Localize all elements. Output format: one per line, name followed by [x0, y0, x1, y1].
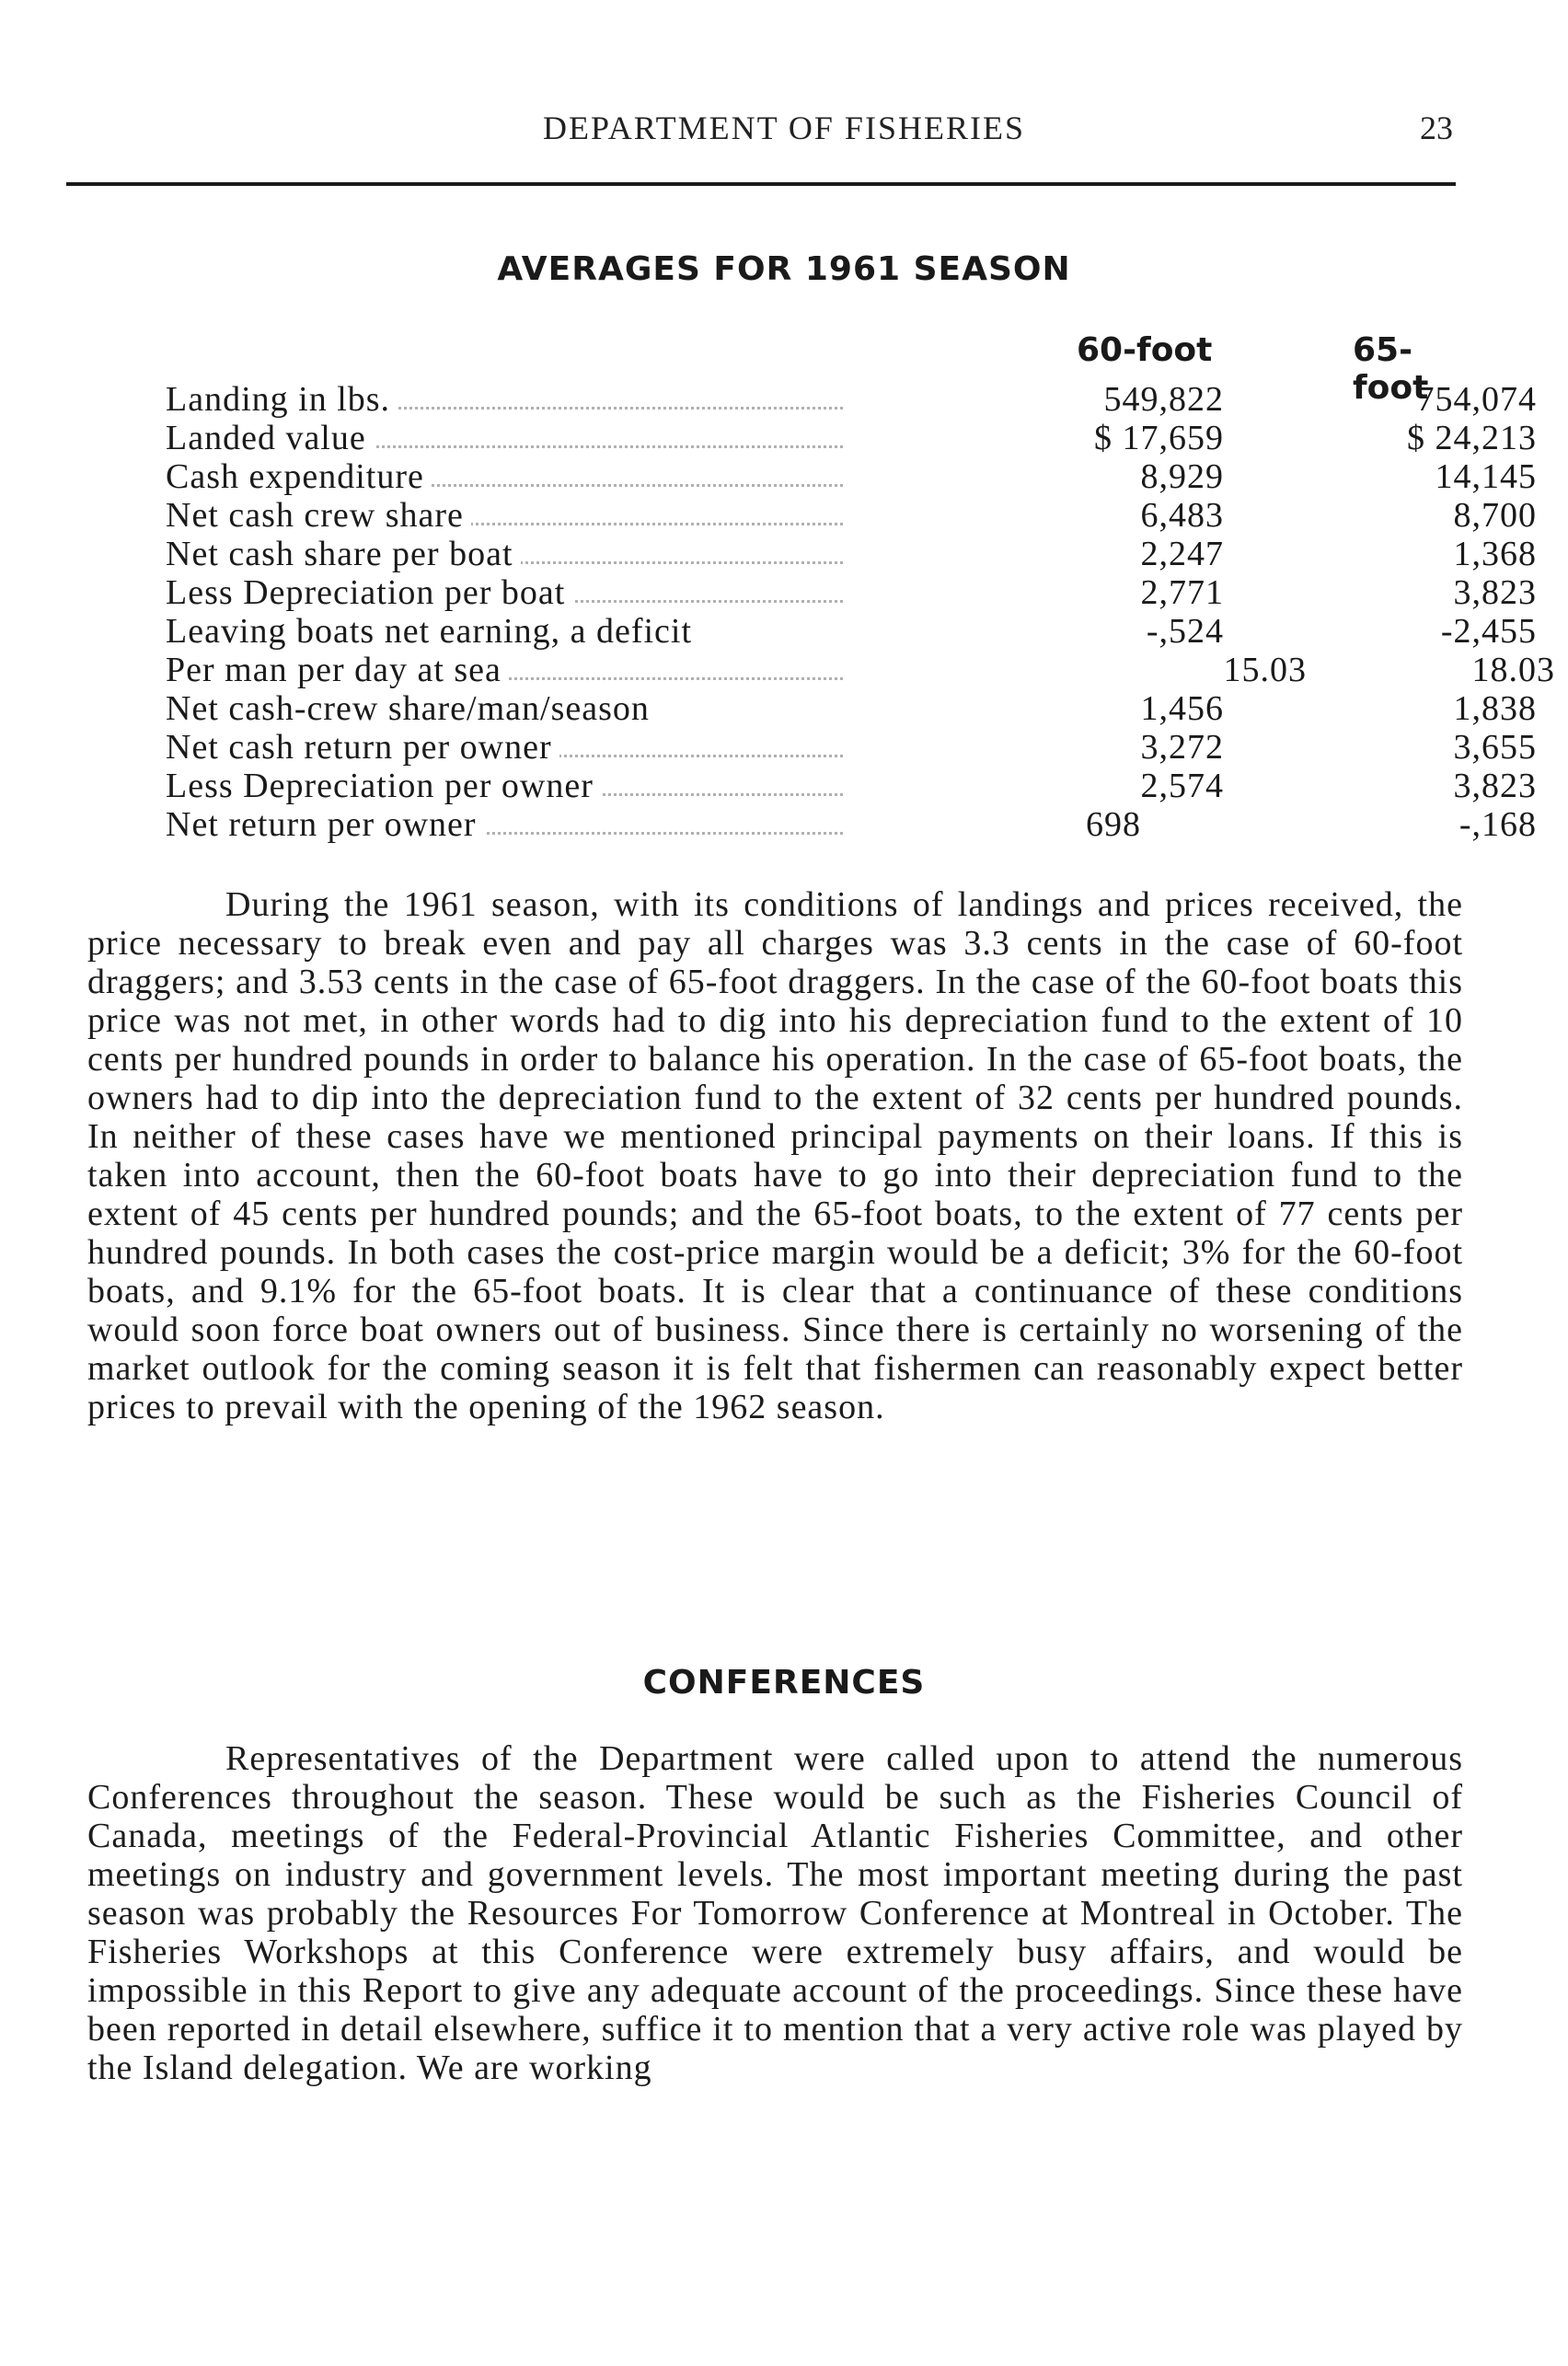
row-label-text: Landing in lbs.: [166, 380, 398, 419]
row-label: [166, 572, 865, 613]
value-65-foot: 14,145: [1435, 457, 1537, 496]
row-label: [166, 379, 865, 420]
season-analysis-paragraph: [87, 885, 1463, 1426]
row-label-text: Cash expenditure: [166, 457, 432, 496]
row-label: [166, 611, 865, 652]
value-65-foot: 3,655: [1453, 728, 1537, 767]
value-65-foot: 1,838: [1453, 689, 1537, 728]
table-row: [166, 456, 1537, 496]
paragraph-text: During the 1961 season, with its conditions of landings and prices received, the price necessary to break even and pay all charges was 3.3 cents in the case of 60-foot draggers; and 3.53 cents in the case of 65-foot draggers. In the case of the 60-foot boats this price was not met, in other words had to dig into his depreciation fund to the extent of 10 cents per hundred pounds in order to balance his operation. In the case of 65-foot boats, the owners had to dip into the depreciation fund to the extent of 32 cents per hundred pounds. In neither of these cases have we mentioned principal payments on their loans. If this is taken into account, then the 60-foot boats have to go into their depreciation fund to the extent of 45 cents per hundred pounds; and the 65-foot boats, to the extent of 77 cents per hundred pounds. In both cases the cost-price margin would be a deficit; 3% for the 60-foot boats, and 9.1% for the 65-foot boats. It is clear that a continuance of these conditions would soon force boat owners out of business. Since there is certainly no worsening of the market outlook for the coming season it is felt that fishermen can reasonably expect better prices to prevail with the opening of the 1962 season.: [87, 885, 1463, 1426]
row-label: [166, 804, 865, 845]
averages-heading: AVERAGES FOR 1961 SEASON: [497, 250, 1071, 288]
row-label-text: Net cash-crew share/man/season: [166, 689, 657, 728]
row-label-text: Net return per owner: [166, 805, 484, 844]
row-label-text: Per man per day at sea: [166, 651, 509, 689]
value-60-foot: 2,247: [1140, 535, 1224, 573]
paragraph-text: Representatives of the Department were called upon to attend the numerous Conferences throughout the season. These would be such as the Fisheries Council of Canada, meetings of the Federal-Provincial Atlantic Fisheries Committee, and other meetings on industry and government levels. The most important meeting during the past season was probably the Resources For Tomorrow Conference at Montreal in October. The Fisheries Workshops at this Conference were extremely busy affairs, and would be impossible in this Report to give any adequate account of the proceedings. Since these have been reported in detail elsewhere, suffice it to mention that a very active role was played by the Island delegation. We are working: [87, 1739, 1463, 2087]
value-60-foot: 15.03: [1223, 651, 1307, 689]
column-header-65-foot: 65-foot: [1353, 331, 1429, 407]
value-60-foot: -,524: [1146, 612, 1224, 651]
table-row: [166, 418, 1537, 457]
value-65-foot: $ 24,213: [1407, 419, 1537, 457]
value-60-foot: 3,272: [1140, 728, 1224, 767]
running-title: DEPARTMENT OF FISHERIES: [543, 110, 1025, 146]
table-row: [166, 572, 1537, 612]
value-65-foot: 754,074: [1416, 380, 1537, 419]
row-label-text: Net cash crew share: [166, 496, 471, 535]
row-label-text: Less Depreciation per owner: [166, 767, 601, 805]
conferences-heading: CONFERENCES: [642, 1664, 926, 1702]
row-label: [166, 727, 865, 768]
row-label-text: Less Depreciation per boat: [166, 573, 572, 612]
value-65-foot: 3,823: [1453, 573, 1537, 612]
table-row: [166, 611, 1537, 651]
row-label: [166, 418, 865, 458]
row-label: [166, 534, 865, 574]
conferences-paragraph: [87, 1739, 1463, 2087]
value-60-foot: 2,574: [1140, 767, 1224, 805]
value-65-foot: 8,700: [1453, 496, 1537, 535]
page-number: 23: [1420, 110, 1453, 146]
table-row: [166, 534, 1537, 573]
table-row: [166, 688, 1537, 728]
row-label-text: Net cash return per owner: [166, 728, 559, 767]
header-rule: [66, 182, 1456, 186]
value-60-foot: 6,483: [1140, 496, 1224, 535]
value-65-foot: 18.03: [1471, 651, 1555, 689]
table-row: [166, 650, 1555, 689]
value-65-foot: 1,368: [1453, 535, 1537, 573]
value-60-foot: $ 17,659: [1094, 419, 1224, 457]
table-row: [166, 727, 1537, 767]
running-header: [0, 109, 1568, 155]
row-label: [166, 688, 865, 729]
row-label-text: Net cash share per boat: [166, 535, 521, 573]
row-label: [166, 456, 865, 497]
column-header-60-foot: 60-foot: [1077, 331, 1213, 369]
table-row: [166, 766, 1537, 805]
table-row: [166, 495, 1537, 535]
value-65-foot: 3,823: [1453, 767, 1537, 805]
table-row: [166, 804, 1537, 844]
value-65-foot: -2,455: [1440, 612, 1537, 651]
row-label-text: Landed value: [166, 419, 374, 457]
row-label: [166, 495, 865, 536]
row-label-text: Leaving boats net earning, a deficit: [166, 612, 699, 651]
row-label: [166, 650, 865, 690]
table-row: [166, 379, 1537, 419]
value-60-foot: 1,456: [1140, 689, 1224, 728]
value-60-foot: 8,929: [1140, 457, 1224, 496]
value-60-foot: 698: [1086, 805, 1141, 844]
value-60-foot: 2,771: [1140, 573, 1224, 612]
value-65-foot: -,168: [1458, 805, 1537, 844]
row-label: [166, 766, 865, 806]
value-60-foot: 549,822: [1103, 380, 1224, 419]
